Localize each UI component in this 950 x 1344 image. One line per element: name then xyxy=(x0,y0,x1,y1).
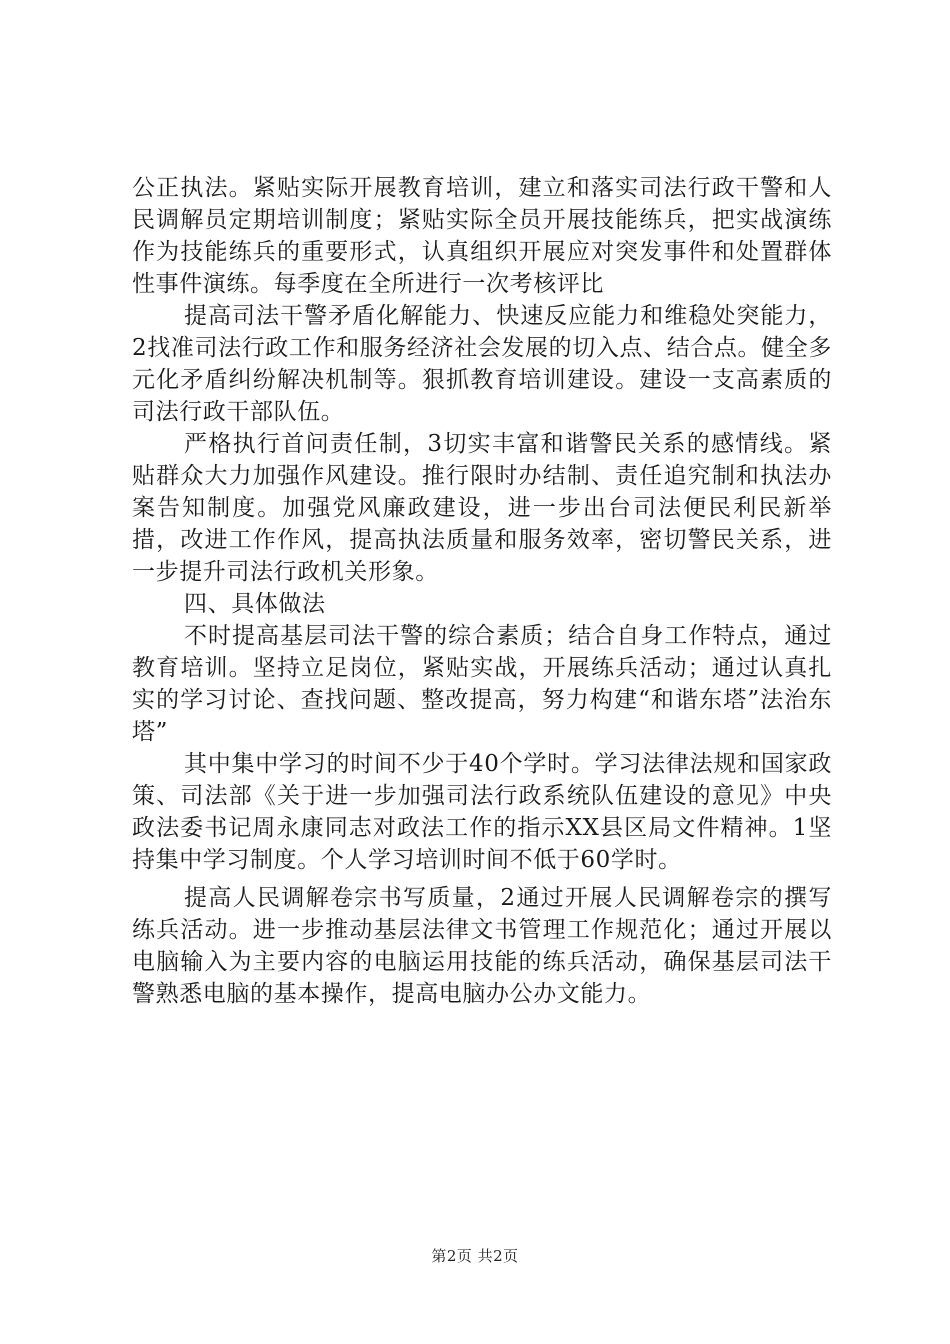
document-body xyxy=(132,172,832,1010)
paragraph-3: 严格执行首问责任制，3切实丰富和谐警民关系的感情线。紧贴群众大力加强作风建设。推行限时办结制、责任追究制和执法办案告知制度。加强党风廉政建设，进一步出台司法便民利民新举措，改进工作作风，提高执法质量和服务效率，密切警民关系，进一步提升司法行政机关形象。 xyxy=(132,431,832,585)
paragraph-5: 不时提高基层司法干警的综合素质；结合自身工作特点，通过教育培训。坚持立足岗位，紧贴实战，开展练兵活动；通过认真扎实的学习讨论、查找问题、整改提高，努力构建“和谐东塔”法治东塔” xyxy=(132,623,832,745)
section-heading-specific-practices: 四、具体做法 xyxy=(184,591,326,617)
page-number-footer: 第2页 共2页 xyxy=(431,1247,519,1265)
paragraph-6: 其中集中学习的时间不少于40个学时。学习法律法规和国家政策、司法部《关于进一步加强司法行政系统队伍建设的意见》中央政法委书记周永康同志对政法工作的指示XX县区局文件精神。1坚持集中学习制度。个人学习培训时间不低于60学时。 xyxy=(132,751,832,873)
paragraph-1: 公正执法。紧贴实际开展教育培训，建立和落实司法行政干警和人民调解员定期培训制度；紧贴实际全员开展技能练兵，把实战演练作为技能练兵的重要形式，认真组织开展应对突发事件和处置群体性事件演练。每季度在全所进行一次考核评比 xyxy=(132,175,832,297)
paragraph-2: 提高司法干警矛盾化解能力、快速反应能力和维稳处突能力，2找准司法行政工作和服务经济社会发展的切入点、结合点。健全多元化矛盾纠纷解决机制等。狠抓教育培训建设。建设一支高素质的司法行政干部队伍。 xyxy=(132,303,832,425)
paragraph-7: 提高人民调解卷宗书写质量，2通过开展人民调解卷宗的撰写练兵活动。进一步推动基层法律文书管理工作规范化；通过开展以电脑输入为主要内容的电脑运用技能的练兵活动，确保基层司法干警熟悉电脑的基本操作，提高电脑办公办文能力。 xyxy=(132,885,832,1007)
